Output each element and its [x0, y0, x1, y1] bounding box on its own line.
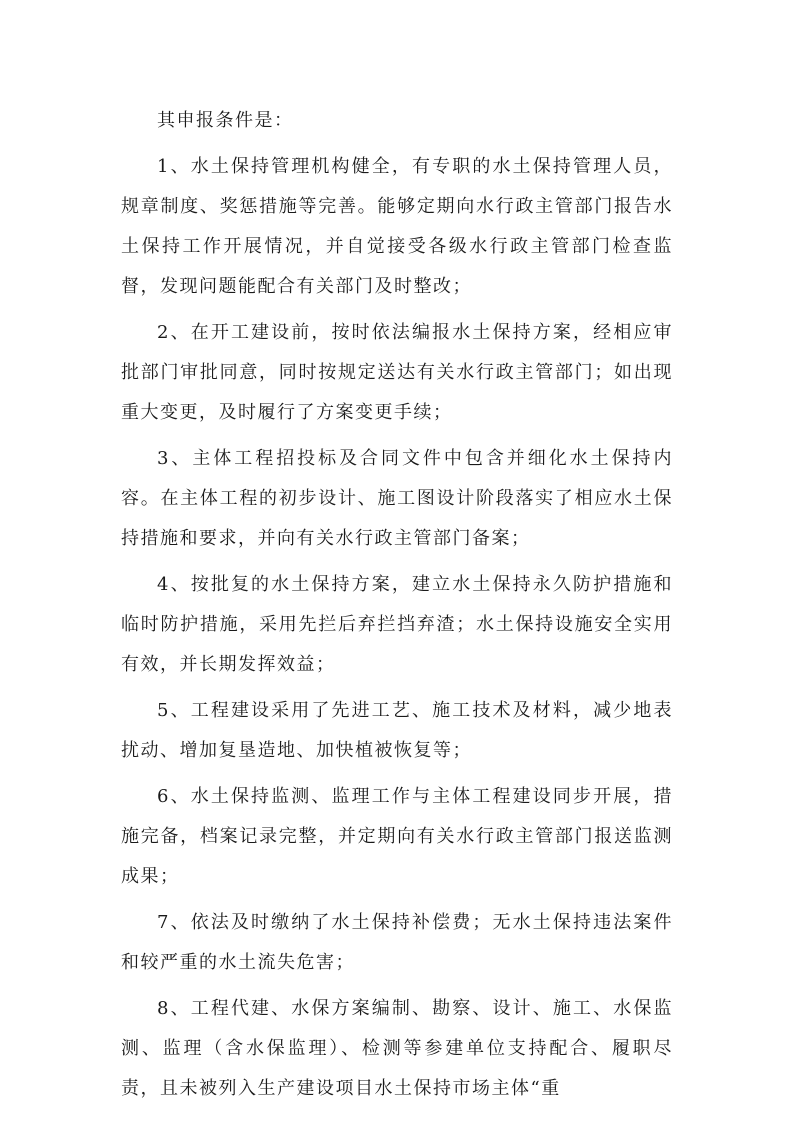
condition-item-5: 5、工程建设采用了先进工艺、施工技术及材料，减少地表扰动、增加复垦造地、加快植被恢复等； [121, 700, 673, 761]
condition-item-6: 6、水土保持监测、监理工作与主体工程建设同步开展，措施完备，档案记录完整，并定期向有关水行政主管部门报送监测成果； [121, 786, 673, 887]
condition-item-2: 2、在开工建设前，按时依法编报水土保持方案，经相应审批部门审批同意，同时按规定送达有关水行政主管部门；如出现重大变更，及时履行了方案变更手续； [121, 322, 673, 423]
intro-text: 其申报条件是： [157, 110, 294, 131]
condition-item-7: 7、依法及时缴纳了水土保持补偿费；无水土保持违法案件和较严重的水土流失危害； [121, 912, 673, 973]
condition-item-1: 1、水土保持管理机构健全，有专职的水土保持管理人员，规章制度、奖惩措施等完善。能够定期向水行政主管部门报告水土保持工作开展情况，并自觉接受各级水行政主管部门检查监督，发现问题能配合有关部门及时整改； [121, 156, 673, 297]
condition-item-8: 8、工程代建、水保方案编制、勘察、设计、施工、水保监测、监理（含水保监理）、检测等参建单位支持配合、履职尽责，且未被列入生产建设项目水土保持市场主体“重 [121, 998, 673, 1099]
document-body [121, 101, 673, 1109]
condition-item-3: 3、主体工程招投标及合同文件中包含并细化水土保持内容。在主体工程的初步设计、施工图设计阶段落实了相应水土保持措施和要求，并向有关水行政主管部门备案； [121, 448, 673, 549]
condition-item-4: 4、按批复的水土保持方案，建立水土保持永久防护措施和临时防护措施，采用先拦后弃拦挡弃渣；水土保持设施安全实用有效，并长期发挥效益； [121, 574, 673, 675]
